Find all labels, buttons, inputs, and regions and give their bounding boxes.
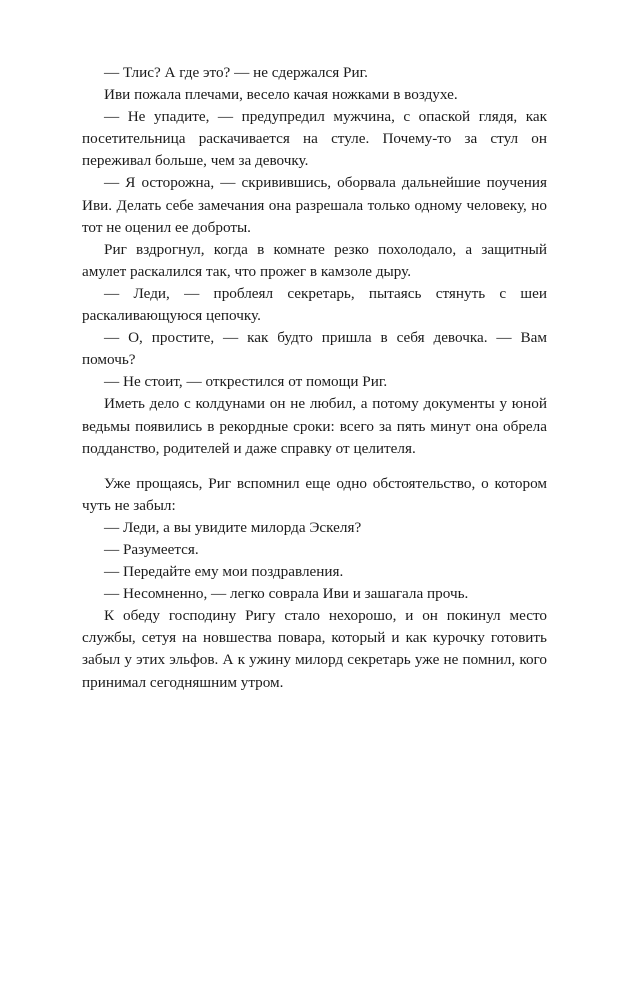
paragraph: — Я осторожна, — скривившись, оборвала дальнейшие поучения Иви. Делать себе замечания она разрешала только одному человеку, но тот не оценил ее доброты. xyxy=(82,174,547,236)
paragraph: Риг вздрогнул, когда в комнате резко похолодало, а защитный амулет раскалился так, что прожег в камзоле дыру. xyxy=(82,240,547,280)
paragraph: Иметь дело с колдунами он не любил, а потому документы у юной ведьмы появились в рекордные сроки: всего за пять минут она обрела подданство, родителей и даже справку от целителя. xyxy=(82,395,547,457)
paragraph: — Леди, а вы увидите милорда Эскеля? xyxy=(104,518,362,536)
paragraph: — Не стоит, — открестился от помощи Риг. xyxy=(104,373,388,391)
paragraph: — О, простите, — как будто пришла в себя девочка. — Вам помочь? xyxy=(82,329,547,369)
paragraph: — Разумеется. xyxy=(104,540,199,558)
paragraph: Уже прощаясь, Риг вспомнил еще одно обстоятельство, о котором чуть не забыл: xyxy=(82,474,547,514)
paragraph: — Леди, — проблеял секретарь, пытаясь стянуть с шеи раскаливающуюся цепочку. xyxy=(82,284,547,325)
page-body-text xyxy=(82,62,547,694)
paragraph: Иви пожала плечами, весело качая ножками в воздухе. xyxy=(104,86,458,104)
paragraph: — Не упадите, — предупредил мужчина, с опаской глядя, как посетительница раскачивается на стуле. Почему-то за стул он переживал больше, чем за девочку. xyxy=(82,108,547,170)
paragraph: — Тлис? А где это? — не сдержался Риг. xyxy=(104,64,368,81)
paragraph: — Передайте ему мои поздравления. xyxy=(104,563,344,581)
paragraph: К обеду господину Ригу стало нехорошо, и он покинул место службы, сетуя на новшества повара, который и как курочку готовить забыл у этих эльфов. А к ужину милорд секретарь уже не помнил, кого принимал сегодняшним утром. xyxy=(82,607,547,691)
paragraph: — Несомненно, — легко соврала Иви и зашагала прочь. xyxy=(104,585,469,603)
